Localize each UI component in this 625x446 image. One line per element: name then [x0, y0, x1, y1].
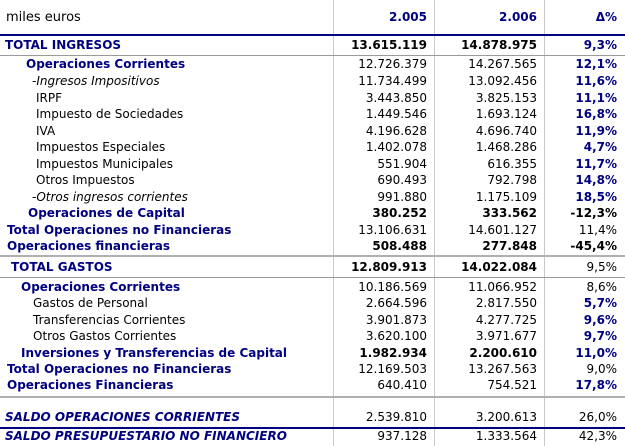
row-pct: -45,4% — [570, 239, 617, 253]
row-label: Operaciones Financieras — [7, 378, 174, 392]
row-value-2005: 12.726.379 — [358, 57, 427, 71]
row-label: TOTAL GASTOS — [11, 260, 113, 274]
row-value-2005: 1.982.934 — [359, 346, 427, 360]
table-row — [0, 37, 625, 54]
row-value-2006: 1.175.109 — [475, 190, 537, 204]
section-divider — [0, 396, 625, 398]
row-pct: 11,0% — [575, 346, 617, 360]
header-pct: Δ% — [595, 10, 617, 24]
row-value-2006: 1.693.124 — [475, 107, 537, 121]
table-row — [0, 409, 625, 426]
table-row — [0, 56, 625, 73]
row-label: -Ingresos Impositivos — [32, 74, 160, 88]
row-value-2006: 3.971.677 — [475, 329, 537, 343]
table-row — [0, 139, 625, 156]
row-label: Impuesto de Sociedades — [36, 107, 184, 121]
table-row — [0, 279, 625, 296]
row-value-2006: 13.267.563 — [468, 362, 537, 376]
row-pct: 9,6% — [583, 313, 617, 327]
row-label: Inversiones y Transferencias de Capital — [21, 346, 288, 360]
row-value-2006: 13.092.456 — [468, 74, 537, 88]
row-value-2005: 4.196.628 — [365, 124, 427, 138]
row-label: Total Operaciones no Financieras — [7, 362, 232, 376]
row-value-2005: 2.539.810 — [365, 410, 427, 424]
table-row — [0, 259, 625, 276]
row-value-2005: 1.449.546 — [365, 107, 427, 121]
row-value-2005: 13.615.119 — [351, 38, 427, 52]
row-label: Total Operaciones no Financieras — [7, 223, 232, 237]
row-value-2005: 3.443.850 — [365, 91, 427, 105]
section-divider — [0, 255, 625, 257]
row-label: Operaciones Corrientes — [26, 57, 186, 71]
row-value-2006: 14.601.127 — [468, 223, 537, 237]
header-2006: 2.006 — [499, 10, 537, 24]
row-label: -Otros ingresos corrientes — [32, 190, 188, 204]
row-pct: 9,5% — [586, 260, 617, 274]
row-value-2006: 754.521 — [487, 378, 537, 392]
row-label: Operaciones de Capital — [28, 206, 185, 220]
row-pct: 11,9% — [575, 124, 617, 138]
row-value-2006: 4.277.725 — [475, 313, 537, 327]
row-label: SALDO OPERACIONES CORRIENTES — [5, 410, 241, 424]
row-pct: 4,7% — [583, 140, 617, 154]
row-pct: 14,8% — [575, 173, 617, 187]
row-label: Impuestos Especiales — [36, 140, 166, 154]
row-value-2005: 640.410 — [377, 378, 427, 392]
table-row — [0, 156, 625, 173]
row-value-2006: 14.878.975 — [461, 38, 537, 52]
row-value-2006: 277.848 — [482, 239, 537, 253]
row-value-2005: 12.169.503 — [358, 362, 427, 376]
row-value-2006: 1.333.564 — [475, 429, 537, 443]
row-value-2006: 11.066.952 — [468, 280, 537, 294]
row-value-2005: 10.186.569 — [358, 280, 427, 294]
table-row — [0, 90, 625, 107]
row-pct: 11,1% — [575, 91, 617, 105]
row-value-2006: 2.200.610 — [469, 346, 537, 360]
row-value-2005: 690.493 — [377, 173, 427, 187]
row-value-2006: 3.825.153 — [475, 91, 537, 105]
table-row — [0, 205, 625, 222]
row-label: Gastos de Personal — [33, 296, 148, 310]
table-row — [0, 238, 625, 255]
row-value-2006: 14.022.084 — [461, 260, 537, 274]
row-label: Otros Impuestos — [36, 173, 135, 187]
row-value-2005: 991.880 — [377, 190, 427, 204]
row-label: Impuestos Municipales — [36, 157, 173, 171]
row-value-2005: 11.734.499 — [358, 74, 427, 88]
row-pct: 5,7% — [583, 296, 617, 310]
header-2005: 2.005 — [389, 10, 427, 24]
row-pct: 11,7% — [575, 157, 617, 171]
row-label: Operaciones Corrientes — [21, 280, 181, 294]
table-row — [0, 189, 625, 206]
header-years — [0, 9, 625, 26]
row-value-2005: 551.904 — [377, 157, 427, 171]
unit-label: miles euros — [6, 10, 81, 25]
row-pct: -12,3% — [570, 206, 617, 220]
row-pct: 9,0% — [586, 362, 617, 376]
row-pct: 11,6% — [575, 74, 617, 88]
row-value-2006: 616.355 — [487, 157, 537, 171]
row-label: IRPF — [36, 91, 63, 105]
table-row — [0, 328, 625, 345]
row-value-2005: 380.252 — [372, 206, 427, 220]
row-pct: 9,7% — [583, 329, 617, 343]
row-pct: 11,4% — [578, 223, 617, 237]
row-pct: 16,8% — [575, 107, 617, 121]
table-row — [0, 377, 625, 394]
row-pct: 42,3% — [578, 429, 617, 443]
row-pct: 8,6% — [586, 280, 617, 294]
table-row — [0, 106, 625, 123]
row-value-2006: 4.696.740 — [475, 124, 537, 138]
row-value-2005: 12.809.913 — [351, 260, 427, 274]
row-label: Otros Gastos Corrientes — [33, 329, 177, 343]
table-row — [0, 222, 625, 239]
table-row — [0, 312, 625, 329]
row-value-2006: 792.798 — [487, 173, 537, 187]
row-value-2006: 2.817.550 — [475, 296, 537, 310]
row-value-2005: 3.620.100 — [365, 329, 427, 343]
row-label: IVA — [36, 124, 56, 138]
row-label: SALDO PRESUPUESTARIO NO FINANCIERO — [5, 429, 287, 443]
row-value-2005: 13.106.631 — [358, 223, 427, 237]
row-pct: 9,3% — [583, 38, 617, 52]
row-label: TOTAL INGRESOS — [5, 38, 122, 52]
row-pct: 17,8% — [575, 378, 617, 392]
row-value-2005: 937.128 — [377, 429, 427, 443]
table-row — [0, 123, 625, 140]
table-row — [0, 428, 625, 445]
table-row — [0, 361, 625, 378]
row-value-2006: 333.562 — [482, 206, 537, 220]
row-value-2006: 3.200.613 — [475, 410, 537, 424]
table-row — [0, 295, 625, 312]
row-value-2006: 14.267.565 — [468, 57, 537, 71]
table-row — [0, 172, 625, 189]
row-value-2005: 2.664.596 — [365, 296, 427, 310]
row-pct: 26,0% — [578, 410, 617, 424]
table-row — [0, 345, 625, 362]
row-label: Transferencias Corrientes — [33, 313, 186, 327]
row-pct: 18,5% — [575, 190, 617, 204]
row-value-2005: 508.488 — [372, 239, 427, 253]
row-label: Operaciones financieras — [7, 239, 171, 253]
header-divider — [0, 34, 625, 36]
row-value-2006: 1.468.286 — [475, 140, 537, 154]
table-row — [0, 73, 625, 90]
row-value-2005: 3.901.873 — [365, 313, 427, 327]
section-divider — [0, 277, 625, 278]
row-pct: 12,1% — [575, 57, 617, 71]
row-value-2005: 1.402.078 — [365, 140, 427, 154]
